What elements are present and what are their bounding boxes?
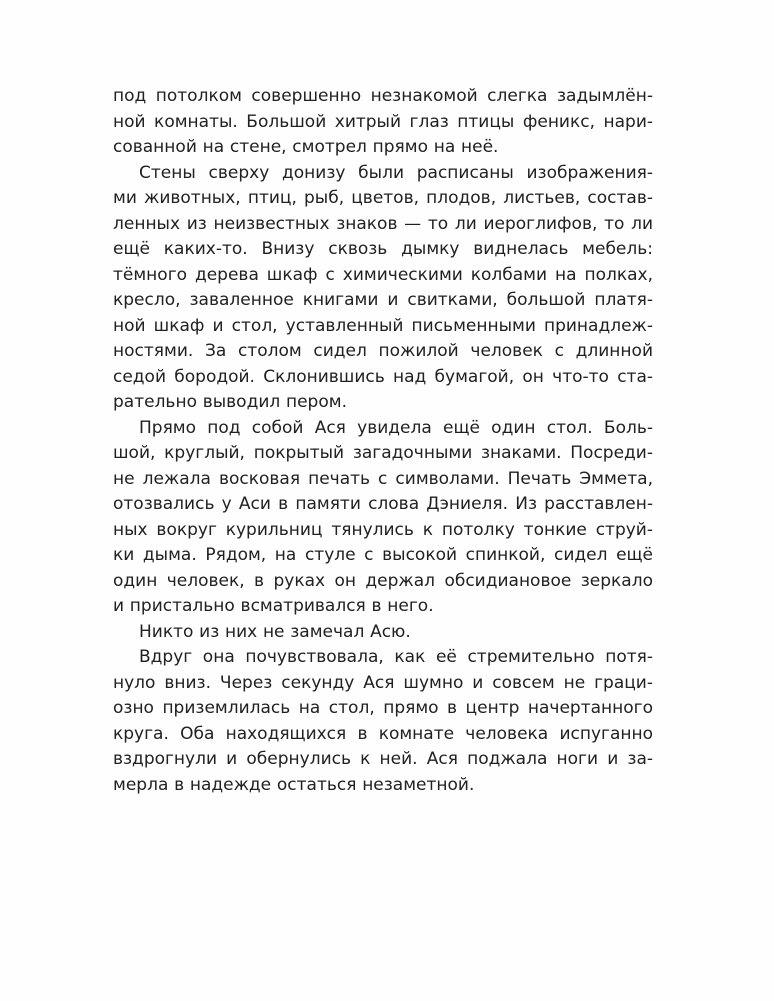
- paragraph: [113, 416, 653, 620]
- text-line: ных вокруг курильниц тянулись к потолку тонкие струй-: [113, 519, 653, 540]
- paragraph: [113, 161, 653, 416]
- text-line: седой бородой. Склонившись над бумагой, он что-то ста-: [113, 366, 653, 387]
- text-line: тёмного дерева шкаф с химическими колбами на полках,: [113, 264, 653, 285]
- text-line: круга. Оба находящихся в комнате человека испуганно: [113, 723, 653, 744]
- text-line: шой, круглый, покрытый загадочными знаками. Посреди-: [113, 443, 653, 463]
- page-text-block: [113, 84, 653, 798]
- text-line: не лежала восковая печать с символами. Печать Эммета,: [113, 468, 653, 489]
- text-line: ми животных, птиц, рыб, цветов, плодов, листьев, состав-: [113, 188, 653, 208]
- text-line: рательно выводил пером.: [113, 392, 347, 412]
- text-line: ленных из неизвестных знаков — то ли иероглифов, то ли: [113, 213, 653, 234]
- text-line: ностями. За столом сидел пожилой человек с длинной: [113, 341, 653, 361]
- text-line: кресло, заваленное книгами и свитками, большой платя-: [113, 290, 653, 310]
- text-line: озно приземлилась на стол, прямо в центр начертанного: [113, 698, 653, 718]
- text-line: ещё каких-то. Внизу сквозь дымку виднелась мебель:: [113, 239, 653, 259]
- text-line: под потолком совершенно незнакомой слегка задымлён-: [113, 86, 653, 106]
- text-line: мерла в надежде остаться незаметной.: [113, 774, 475, 795]
- paragraph: [113, 645, 653, 798]
- paragraph: [113, 620, 653, 646]
- text-line: ной комнаты. Большой хитрый глаз птицы феникс, нари-: [113, 111, 653, 132]
- text-line: Вдруг она почувствовала, как её стремительно потя-: [139, 647, 653, 667]
- text-line: один человек, в руках он держал обсидиановое зеркало: [113, 570, 653, 591]
- text-line: сованной на стене, смотрел прямо на неё.: [113, 137, 499, 157]
- text-line: ной шкаф и стол, уставленный письменными принадлеж-: [113, 315, 653, 336]
- text-line: Прямо под собой Ася увидела ещё один стол. Боль-: [139, 417, 653, 438]
- text-line: Никто из них не замечал Асю.: [139, 621, 411, 642]
- text-line: и пристально всматривался в него.: [113, 596, 434, 616]
- text-line: ки дыма. Рядом, на стуле с высокой спинкой, сидел ещё: [113, 545, 653, 565]
- text-line: Стены сверху донизу были расписаны изображения-: [139, 162, 653, 183]
- paragraph: [113, 84, 653, 161]
- text-line: вздрогнули и обернулись к ней. Ася поджала ноги и за-: [113, 749, 653, 769]
- text-line: нуло вниз. Через секунду Ася шумно и совсем не граци-: [113, 672, 653, 693]
- text-line: отозвались у Аси в памяти слова Дэниеля. Из расставлен-: [113, 494, 653, 514]
